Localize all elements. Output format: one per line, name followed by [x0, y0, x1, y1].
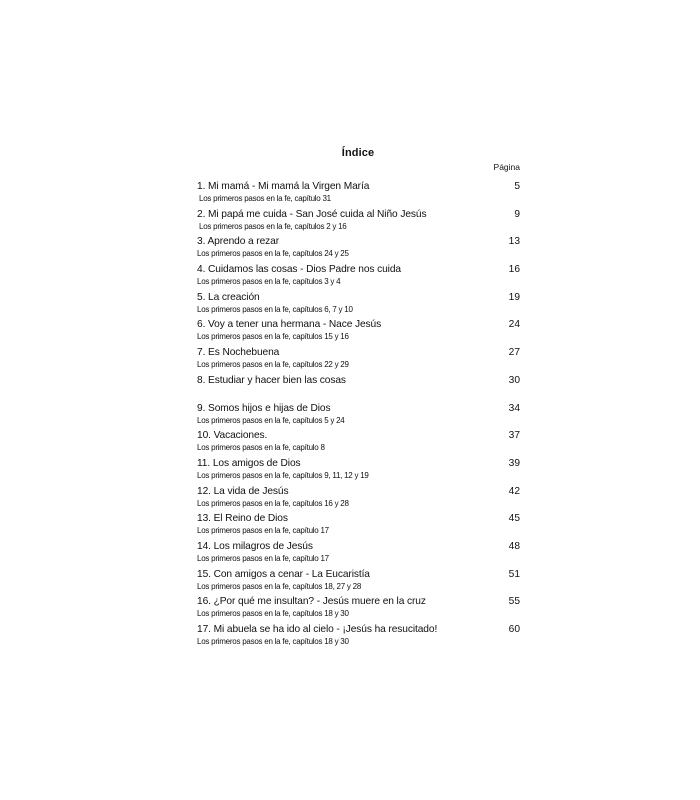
toc-entry-page-number: 45: [508, 513, 520, 525]
toc-entry: [197, 596, 520, 624]
toc-entry: [197, 181, 520, 209]
toc-entry-subtitle: Los primeros pasos en la fe, capítulos 18 y 30: [197, 637, 349, 646]
toc-entry-title: 8. Estudiar y hacer bien las cosas: [197, 374, 346, 386]
toc-entry-page-number: 27: [508, 347, 520, 359]
toc-entry-title: 17. Mi abuela se ha ido al cielo - ¡Jesús ha resucitado!: [197, 624, 438, 635]
page-column-header: Página: [493, 162, 520, 172]
toc-entry: [197, 319, 520, 347]
toc-entry-title: 13. El Reino de Dios: [197, 513, 288, 525]
toc-entry-page-number: 9: [514, 208, 520, 220]
toc-entry-title: 10. Vacaciones.: [197, 430, 268, 442]
toc-entry: [197, 292, 520, 320]
toc-entry: [197, 375, 520, 403]
toc-entry-subtitle: Los primeros pasos en la fe, capítulos 24 y 25: [197, 249, 349, 259]
toc-entry-title: 11. Los amigos de Dios: [197, 457, 301, 469]
toc-entry-subtitle: Los primeros pasos en la fe, capítulos 18 y 30: [197, 609, 349, 619]
toc-entry-title: 3. Aprendo a rezar: [197, 236, 280, 248]
toc-entry: [197, 513, 520, 541]
toc-entry: [197, 236, 520, 264]
toc-entry-title: 7. Es Nochebuena: [197, 347, 280, 359]
toc-entry-page-number: 55: [508, 596, 520, 608]
toc-entry-page-number: 24: [508, 319, 520, 331]
toc-entry-subtitle: Los primeros pasos en la fe, capítulos 18, 27 y 28: [197, 581, 362, 591]
toc-entry-title: 2. Mi papá me cuida - San José cuida al Niño Jesús: [197, 208, 427, 220]
toc-entry-title: 5. La creación: [197, 291, 260, 303]
toc-entry-title: 9. Somos hijos e hijas de Dios: [197, 402, 331, 414]
page-title: Índice: [341, 147, 375, 159]
toc-entry-page-number: 19: [508, 291, 520, 303]
toc-entry-page-number: 42: [508, 485, 520, 497]
toc-entry-subtitle: Los primeros pasos en la fe, capítulos 3 y 4: [197, 277, 341, 287]
toc-entry-subtitle: Los primeros pasos en la fe, capítulos 22 y 29: [197, 360, 349, 370]
toc-entry-title: 15. Con amigos a cenar - La Eucaristía: [197, 568, 370, 580]
toc-entry-subtitle: Los primeros pasos en la fe, capítulos 2 y 16: [199, 221, 347, 231]
toc-entry: [197, 209, 520, 237]
toc-entry: [197, 458, 520, 486]
toc-entry-subtitle: Los primeros pasos en la fe, capítulos 9, 11, 12 y 19: [197, 470, 369, 480]
toc-entry-title: 1. Mi mamá - Mi mamá la Virgen María: [197, 181, 370, 192]
toc-entry: [197, 569, 520, 597]
toc-entry-subtitle: Los primeros pasos en la fe, capítulo 17: [197, 526, 329, 536]
toc-entry-subtitle: Los primeros pasos en la fe, capítulo 31: [199, 194, 331, 203]
toc-entry-title: 12. La vida de Jesús: [197, 485, 289, 497]
toc-entry: [197, 624, 520, 652]
toc-entry: [197, 541, 520, 569]
toc-entry-page-number: 39: [508, 457, 520, 469]
toc-entry: [197, 264, 520, 292]
toc-entry-subtitle: Los primeros pasos en la fe, capítulos 6, 7 y 10: [197, 304, 353, 314]
toc-entry-page-number: 13: [508, 236, 520, 248]
toc-entry-page-number: 48: [508, 540, 520, 552]
toc-entry-title: 4. Cuidamos las cosas - Dios Padre nos cuida: [197, 264, 401, 276]
table-of-contents: [197, 181, 520, 652]
toc-entry-title: 16. ¿Por qué me insultan? - Jesús muere en la cruz: [197, 596, 426, 608]
toc-entry-subtitle: Los primeros pasos en la fe, capítulos 15 y 16: [197, 332, 349, 342]
toc-entry-subtitle: Los primeros pasos en la fe, capítulo 17: [197, 553, 329, 563]
toc-entry-title: 14. Los milagros de Jesús: [197, 540, 313, 552]
toc-entry: [197, 430, 520, 458]
toc-entry-title: 6. Voy a tener una hermana - Nace Jesús: [197, 319, 382, 331]
toc-entry-subtitle: Los primeros pasos en la fe, capítulo 8: [197, 443, 325, 453]
toc-entry: [197, 403, 520, 431]
toc-entry-page-number: 34: [508, 402, 520, 414]
toc-entry: [197, 347, 520, 375]
toc-entry-page-number: 60: [508, 624, 520, 635]
toc-entry-page-number: 30: [508, 374, 520, 386]
toc-entry-subtitle: Los primeros pasos en la fe, capítulos 5 y 24: [197, 415, 345, 425]
toc-entry-page-number: 37: [508, 430, 520, 442]
toc-entry-page-number: 5: [514, 181, 520, 192]
toc-entry: [197, 486, 520, 514]
toc-entry-page-number: 51: [508, 568, 520, 580]
toc-entry-page-number: 16: [508, 264, 520, 276]
toc-entry-subtitle: Los primeros pasos en la fe, capítulos 16 y 28: [197, 498, 349, 508]
